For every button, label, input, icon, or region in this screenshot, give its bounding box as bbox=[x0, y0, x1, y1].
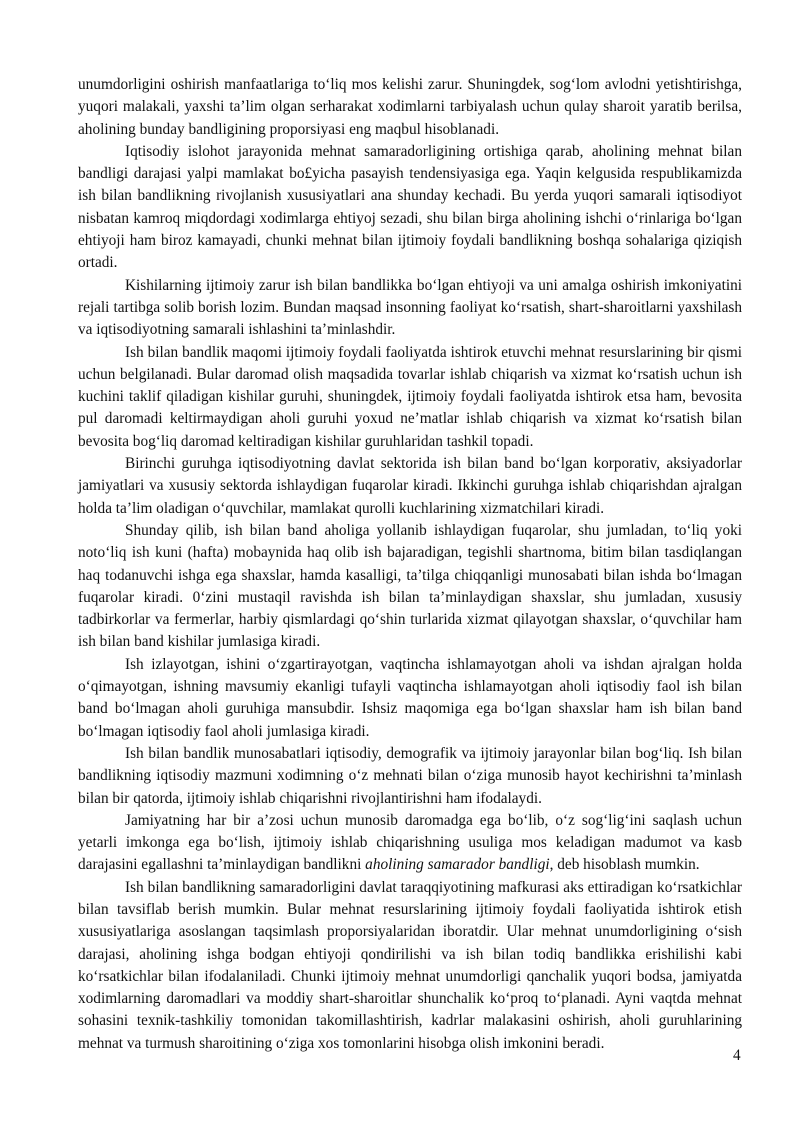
paragraph-9-emphasis: aholining samarador bandligi bbox=[365, 856, 550, 874]
paragraph-3: Kishilarning ijtimoiy zarur ish bilan bandlikka bo‘lgan ehtiyoji va uni amalga oshirish imkoniyatini rejali tartibga solib borish lozim. Bundan maqsad insonning faoliyat ko‘rsatish, shart-sharoitlarni yaxshilash va iqtisodiyotning samarali ishlashini ta’minlashdir. bbox=[78, 276, 742, 339]
paragraph-4: Ish bilan bandlik maqomi ijtimoiy foydali faoliyatda ishtirok etuvchi mehnat resurslarining bir qismi uchun belgilanadi. Bular daromad olish maqsadida tovarlar ishlab chiqarish va xizmat ko‘rsatish uchun ish kuchini taklif qiladigan kishilar guruhi, shuningdek, ijtimoiy foydali faoliyatda ishtirok etsa ham, bevosita pul daromadi keltirmaydigan aholi guruhi yoxud ne’matlar ishlab chiqarish va xizmat ko‘rsatish bilan bevosita bog‘liq daromad keltiradigan kishilar guruhlaridan tashkil topadi. bbox=[78, 343, 742, 450]
paragraph-10: Ish bilan bandlikning samaradorligini davlat taraqqiyotining mafkurasi aks ettiradigan ko‘rsatkichlar bilan tavsiflab berish mumkin. Bular mehnat resurslarining ijtimoiy foydali faoliyatida ishtirok etish xususiyatlariga asoslangan taqsimlash proporsiyalaridan iboratdir. Ular mehnat unumdorligining o‘sish darajasi, aholining ishga bodgan ehtiyoji qondirilishi va ish bilan todiq bandlikka erishilishi kabi ko‘rsatkichlar bilan ifodalaniladi. Chunki ijtimoiy mehnat unumdorligi qanchalik yuqori bodsa, jamiyatda xodimlarning daromadlari va moddiy shart-sharoitlar shunchalik ko‘proq to‘planadi. Ayni vaqtda mehnat sohasini texnik-tashkiliy tomonidan takomillashtirish, kadrlar malakasini oshirish, aholi guruhlarining mehnat va turmush sharoitining o‘ziga xos tomonlarini hisobga olish imkonini beradi. bbox=[78, 878, 742, 1052]
paragraph-9 bbox=[78, 810, 742, 877]
paragraph-5: Birinchi guruhga iqtisodiyotning davlat sektorida ish bilan band bo‘lgan korporativ, aksiyadorlar jamiyatlari va xususiy sektorda ishlaydigan fuqarolar kiradi. Ikkinchi guruhga ishlab chiqarishdan ajralgan holda ta’lim oladigan o‘quvchilar, mamlakat qurolli kuchlarining xizmatchilari kiradi. bbox=[78, 455, 742, 517]
paragraph-9-text-before: Jamiyatning har bir a’zosi uchun munosib daromadga ega bo‘lib, o‘z sog‘lig‘ini saqlash uchun yetarli imkonga ega bo‘lish, ijtimoiy ishlab chiqarishning usuliga mos keladigan madumot va kasb darajasini egallashni ta’minlaydigan bandlikni bbox=[78, 811, 742, 874]
paragraph-8: Ish bilan bandlik munosabatlari iqtisodiy, demografik va ijtimoiy jarayonlar bilan bog‘liq. Ish bilan bandlikning iqtisodiy mazmuni xodimning o‘z mehnati bilan o‘ziga munosib hayot kechirishni ta’minlash bilan bir qatorda, ijtimoiy ishlab chiqarishni rivojlantirishni ham ifodalaydi. bbox=[78, 744, 742, 807]
paragraph-1: unumdorligini oshirish manfaatlariga to‘liq mos kelishi zarur. Shuningdek, sog‘lom avlodni yetishtirishga, yuqori malakali, yaxshi ta’lim olgan serharakat xodimlarni tarbiyalash uchun qulay sharoit yaratib berilsa, aholining bunday bandligining proporsiyasi eng maqbul hisoblanadi. bbox=[78, 76, 742, 138]
paragraph-9-text-after: , deb hisoblash mumkin. bbox=[549, 856, 700, 874]
paragraph-7: Ish izlayotgan, ishini o‘zgartirayotgan, vaqtincha ishlamayotgan aholi va ishdan ajralgan holda o‘qimayotgan, ishning mavsumiy ekanligi tufayli vaqtincha ishlamayotgan aholi iqtisodiy faol ish bilan band bo‘lmagan aholi guruhiga mansubdir. Ishsiz maqomiga ega bo‘lgan shaxslar ham ish bilan band bo‘lmagan iqtisodiy faol aholi jumlasiga kiradi. bbox=[78, 655, 742, 740]
page-number: 4 bbox=[733, 1047, 741, 1064]
paragraph-2: Iqtisodiy islohot jarayonida mehnat samaradorligining ortishiga qarab, aholining mehnat bilan bandligi darajasi yalpi mamlakat bo£yicha pasayish tendensiyasiga ega. Yaqin kelgusida respublikamizda ish bilan bandlikning rivojlanish xususiyatlari ana shunday kechadi. Bu yerda yuqori samarali iqtisodiyot nisbatan kamroq miqdordagi xodimlarga ehtiyoj sezadi, shu bilan birga aholining ishchi o‘rinlariga bo‘lgan ehtiyoji ham biroz kamayadi, chunki mehnat bilan ijtimoiy foydali bandlikning boshqa sohalariga qiziqish ortadi. bbox=[78, 142, 742, 272]
paragraph-6: Shunday qilib, ish bilan band aholiga yollanib ishlaydigan fuqarolar, shu jumladan, to‘liq yoki noto‘liq ish kuni (hafta) mobaynida haq olib ish bajaradigan, tegishli shartnoma, bitim bilan tasdiqlangan haq todanuvchi ishga ega shaxslar, hamda kasalligi, ta’tilga chiqqanligi munosabati bilan ishda bo‘lmagan fuqarolar kiradi. 0‘zini mustaqil ravishda ish bilan ta’minlaydigan shaxslar, shu jumladan, xususiy tadbirkorlar va fermerlar, harbiy qismlardagi qo‘shin turlarida xizmat qilayotgan shaxslar, o‘quvchilar ham ish bilan band kishilar jumlasiga kiradi. bbox=[78, 521, 742, 651]
document-page bbox=[78, 74, 742, 1055]
